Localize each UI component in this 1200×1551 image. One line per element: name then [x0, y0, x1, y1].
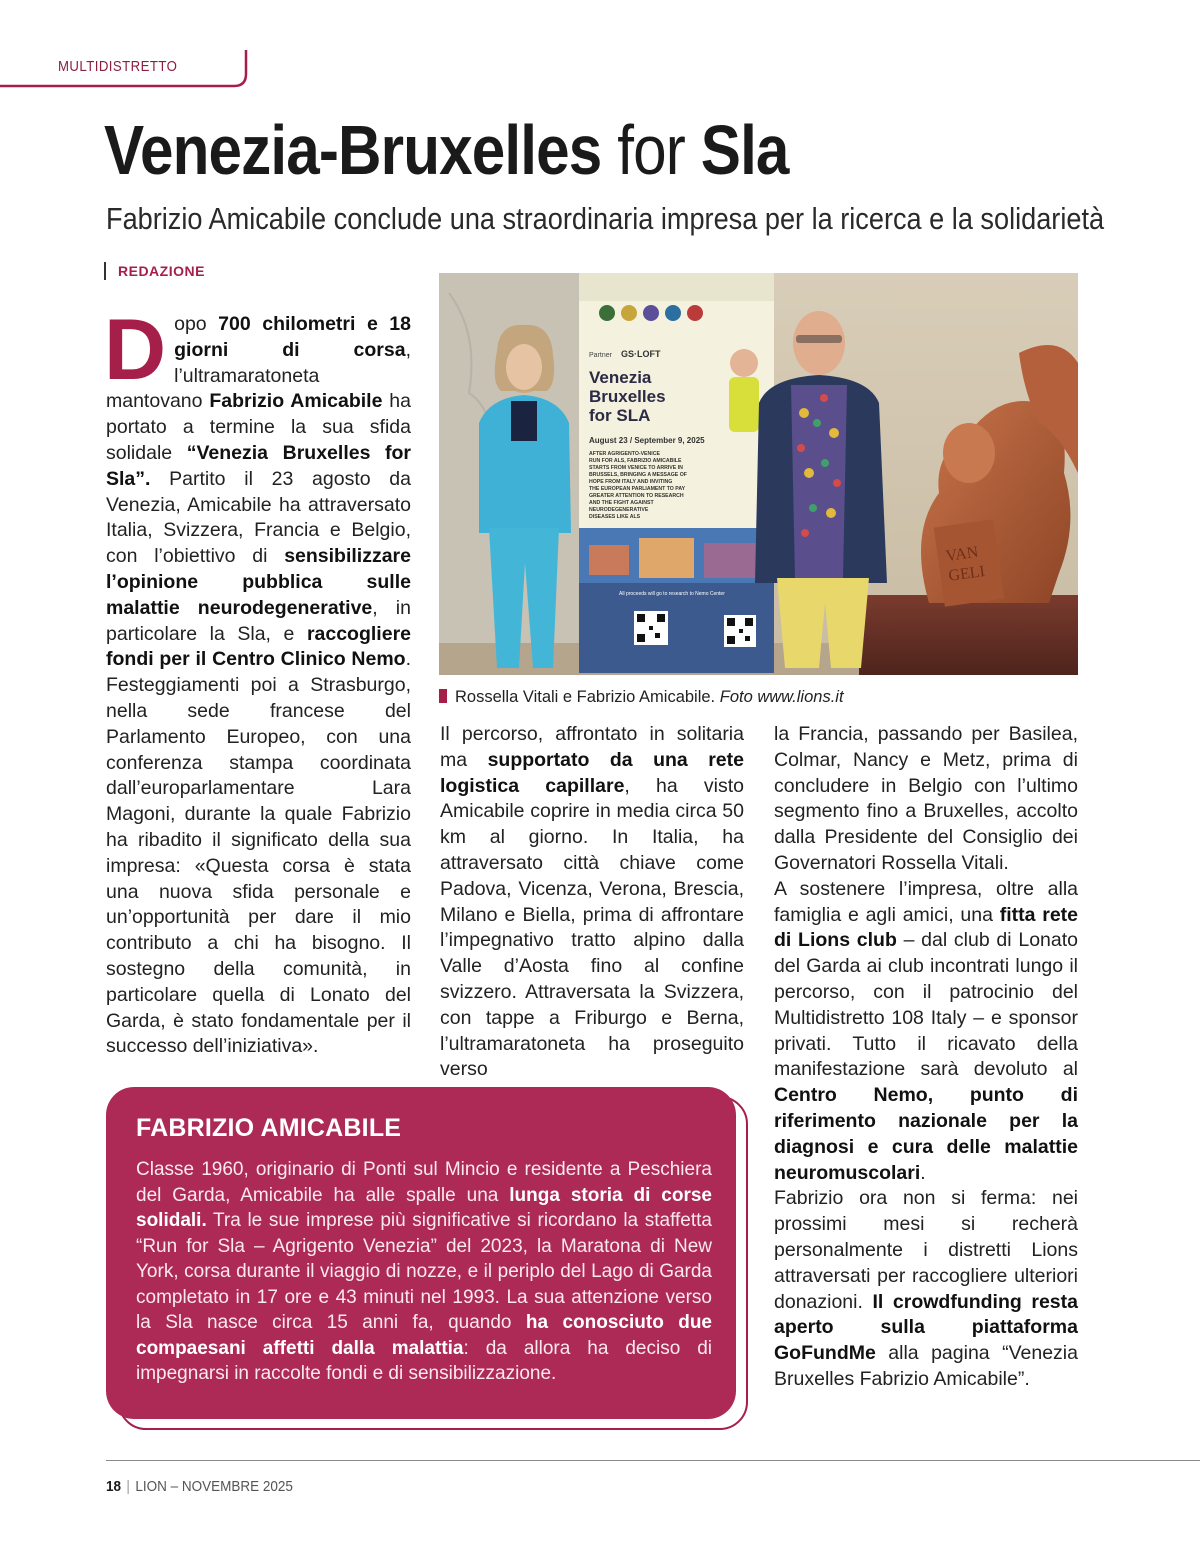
- svg-text:NEURODEGENERATIVE: NEURODEGENERATIVE: [589, 507, 649, 513]
- footer-rule: [106, 1460, 1200, 1461]
- section-tag: [0, 44, 250, 88]
- svg-text:All proceeds will go to resear: All proceeds will go to research to Nemo Center: [619, 591, 725, 597]
- column-3: [774, 722, 1078, 1393]
- body-text-run: , in particolare la Sla, e: [106, 596, 411, 645]
- byline: REDAZIONE: [104, 262, 205, 280]
- article-photo: [439, 273, 1078, 675]
- body-text-run: , l’ultramaratoneta mantovano: [106, 338, 411, 413]
- caption-text: Rossella Vitali e Fabrizio Amicabile.: [455, 688, 716, 706]
- photo-caption: [439, 688, 844, 707]
- column-3-paragraph-2: [774, 877, 1078, 1187]
- column-3-paragraph-3: [774, 1186, 1078, 1392]
- emphasis-text: ha conosciuto due compaesani affetti dalla malattia: [136, 1312, 712, 1359]
- svg-text:Partner: Partner: [589, 352, 612, 359]
- body-text-run: . Festeggiamenti poi a Strasburgo, nella sede francese del Parlamento Europeo, con una conferenza stampa coordinata dall’europarlamentare Lara Magoni, durante la quale Fabrizio ha ribadito il significato della sua impresa: «Questa corsa è stata una nuova sfida personale e un’opportunità per dare il mio contributo a chi ha bisogno. Il sostegno della comunità, in particolare quella di Lonato del Garda, è stato fondamentale per il successo dell’iniziativa».: [106, 648, 411, 1058]
- svg-text:August 23 / September 9, 2025: August 23 / September 9, 2025: [589, 436, 705, 445]
- body-text-run: .: [920, 1161, 926, 1184]
- emphasis-text: lunga storia di corse solidali.: [136, 1184, 712, 1231]
- page-footer: [106, 1478, 293, 1495]
- article-subtitle: Fabrizio Amicabile conclude una straordinaria impresa per la ricerca e la solidarietà: [106, 201, 1105, 236]
- body-text-run: Tra le sue imprese più significative si ricordano la staffetta “Run for Sla – Agrigento Venezia” del 2023, la Maratona di New York, corsa durante il viaggio di nozze, e il periplo del Lago di Garda completato in 17 ore e 43 minuti nel 1993. La sua attenzione verso la Sla nasce circa 15 anni fa, quando: [136, 1210, 712, 1333]
- body-text-run: : da allora ha deciso di impegnarsi in raccolte fondi e di sensibilizzazione.: [136, 1337, 712, 1384]
- column-2: [440, 722, 744, 1083]
- svg-text:VAN: VAN: [944, 543, 980, 566]
- magazine-issue: LION – NOVEMBRE 2025: [135, 1478, 293, 1495]
- event-banner: [579, 273, 774, 673]
- svg-text:DISEASES LIKE ALS: DISEASES LIKE ALS: [589, 514, 641, 520]
- body-text-run: A sostenere l’impresa, oltre alla famiglia e agli amici, una: [774, 877, 1078, 926]
- svg-text:GS·LOFT: GS·LOFT: [621, 349, 661, 359]
- body-text-run: , ha visto Amicabile coprire in media circa 50 km al giorno. In Italia, ha attraversato città chiave come Padova, Vicenza, Verona, Brescia, Milano e Biella, prima di affrontare l’impegnativo tratto alpino dalla Valle d’Aosta fino al confine svizzero. Attraversata la Svizzera, con tappe a Friburgo e Berna, l’ultramaratoneta ha proseguito verso: [440, 774, 744, 1081]
- headline-part1: Venezia-Bruxelles: [104, 111, 602, 189]
- column-3-paragraph-1: [774, 722, 1078, 877]
- svg-text:STARTS FROM VENICE TO ARRIVE I: STARTS FROM VENICE TO ARRIVE IN: [589, 465, 683, 471]
- body-text-run: alla pagina “Venezia Bruxelles Fabrizio Amicabile”.: [774, 1342, 1078, 1390]
- svg-text:GELI: GELI: [947, 562, 986, 585]
- emphasis-text: supportato da una rete logistica capillare: [440, 748, 744, 797]
- emphasis-text: raccogliere fondi per il Centro Clinico Nemo: [106, 622, 411, 671]
- photo-illustration: [439, 273, 1078, 675]
- svg-text:for SLA: for SLA: [589, 406, 651, 425]
- emphasis-text: “Venezia Bruxelles for Sla”.: [106, 441, 412, 490]
- svg-text:RUN FOR ALS, FABRIZIO AMICABIL: RUN FOR ALS, FABRIZIO AMICABILE: [589, 458, 682, 464]
- body-text-run: Il percorso, affrontato in solitaria ma: [440, 723, 744, 771]
- svg-text:GREATER ATTENTION TO RESEARCH: GREATER ATTENTION TO RESEARCH: [589, 493, 684, 499]
- headline-part3: Sla: [700, 111, 789, 189]
- section-label: MULTIDISTRETTO: [58, 58, 178, 75]
- emphasis-text: fitta rete di Lions club: [774, 903, 1079, 952]
- headline-part2: for: [617, 111, 685, 189]
- svg-text:HOPE FROM ITALY AND INVITING: HOPE FROM ITALY AND INVITING: [589, 479, 673, 485]
- caption-marker: [439, 689, 447, 703]
- emphasis-text: Centro Nemo, punto di riferimento nazionale per la diagnosi e cura delle malattie neuromuscolari: [774, 1084, 1078, 1184]
- emphasis-text: sensibilizzare l’opinione pubblica sulle malattie neurodegenerative: [106, 545, 411, 619]
- body-text-run: opo: [174, 313, 219, 335]
- box-title: FABRIZIO AMICABILE: [136, 1114, 402, 1142]
- dropcap: D: [104, 302, 167, 398]
- emphasis-text: 700 chilometri e 18 giorni di corsa: [174, 313, 411, 361]
- emphasis-text: Fabrizio Amicabile: [209, 390, 383, 413]
- body-text-run: la Francia, passando per Basilea, Colmar, Nancy e Metz, prima di concludere in Belgio con l’ultimo segmento fino a Bruxelles, accolto dalla Presidente del Consiglio dei Governatori Rossella Vitali.: [774, 723, 1078, 874]
- box-body: [136, 1157, 712, 1387]
- caption-credit: Foto www.lions.it: [719, 688, 844, 706]
- svg-text:Venezia: Venezia: [589, 368, 652, 387]
- svg-text:AFTER AGRIGENTO-VENICE: AFTER AGRIGENTO-VENICE: [589, 451, 660, 457]
- page-number: 18: [106, 1478, 122, 1495]
- svg-text:AND THE FIGHT AGAINST: AND THE FIGHT AGAINST: [589, 500, 654, 506]
- article-headline: [104, 112, 964, 188]
- body-text-run: – dal club di Lonato del Garda ai club incontrati lungo il percorso, con il patrocinio del Multidistretto 108 Italy – e sponsor privati. Tutto il ricavato della manifestazione sarà devoluto al: [774, 929, 1078, 1081]
- footer-separator: |: [126, 1478, 130, 1495]
- body-text-run: Fabrizio ora non si ferma: nei prossimi mesi si recherà personalmente i distretti Lions attraversati per raccogliere ulteriori donazioni.: [774, 1187, 1078, 1313]
- svg-text:Bruxelles: Bruxelles: [589, 387, 666, 406]
- column-1: [104, 302, 412, 1060]
- profile-box: [106, 1087, 736, 1419]
- body-text-run: Classe 1960, originario di Ponti sul Mincio e residente a Peschiera del Garda, Amicabile ha alle spalle una: [136, 1159, 712, 1206]
- column-1-text: [104, 302, 412, 1058]
- body-text-run: Partito il 23 agosto da Venezia, Amicabile ha attraversato Italia, Svizzera, Francia e Belgio, con l’obiettivo di: [106, 467, 411, 568]
- body-text-run: ha portato a termine la sua sfida solidale: [106, 390, 411, 464]
- emphasis-text: Il crowdfunding resta aperto sulla piattaforma GoFundMe: [774, 1290, 1078, 1365]
- svg-text:BRUSSELS, BRINGING A MESSAGE O: BRUSSELS, BRINGING A MESSAGE OF: [589, 472, 687, 478]
- svg-text:THE EUROPEAN PARLIAMENT TO PAY: THE EUROPEAN PARLIAMENT TO PAY: [589, 486, 686, 492]
